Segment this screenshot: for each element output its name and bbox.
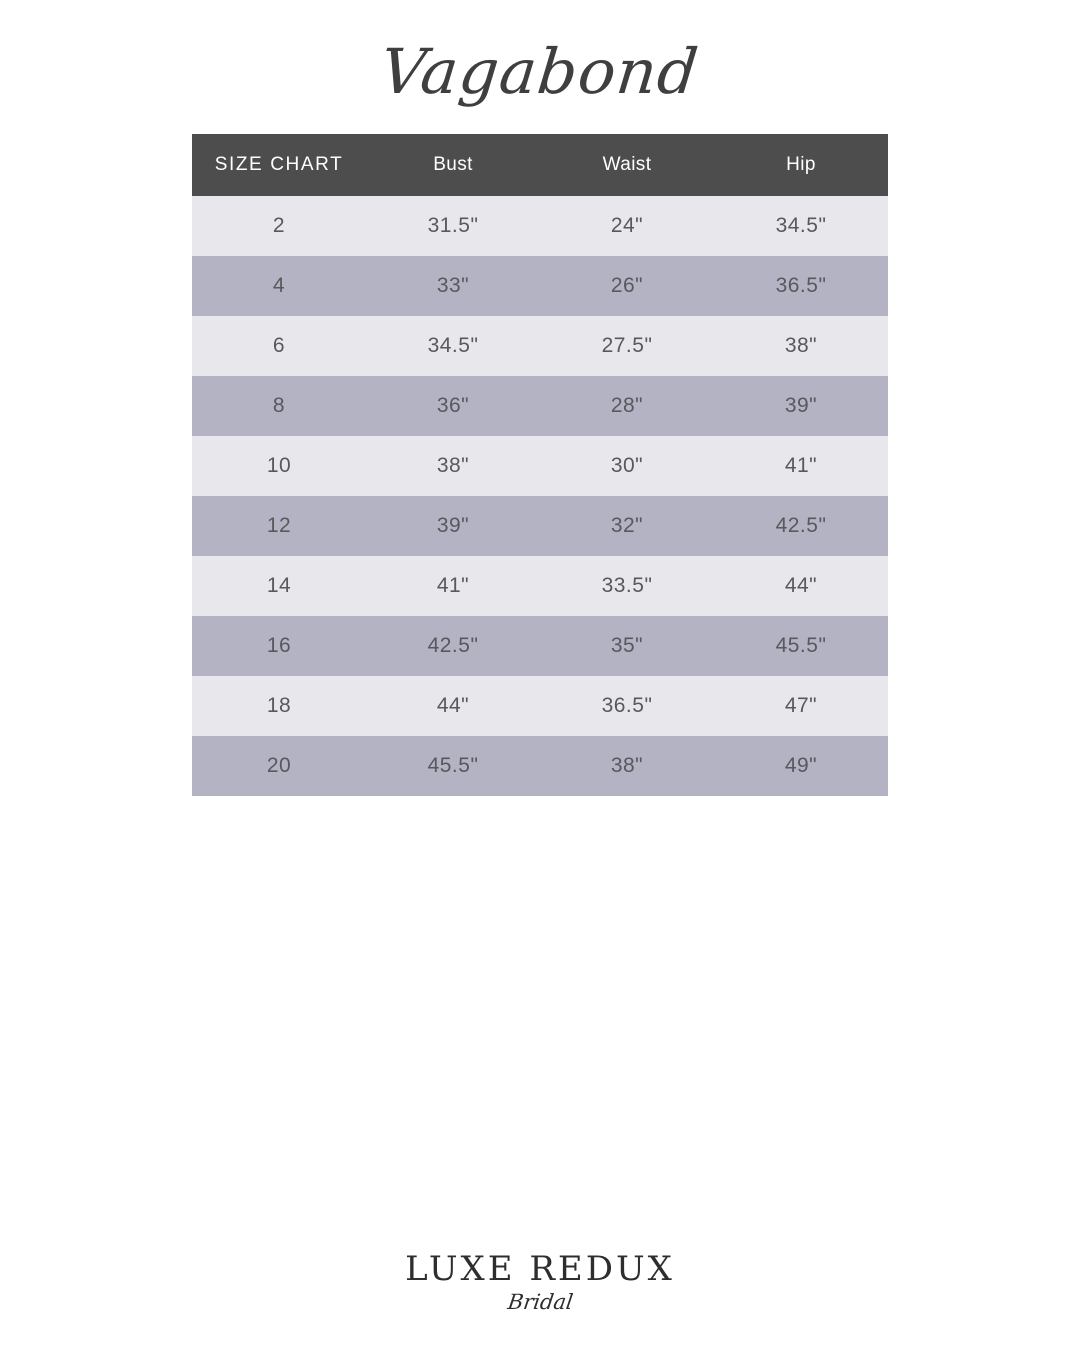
cell-bust: 41" (366, 556, 540, 616)
cell-bust: 39" (366, 496, 540, 556)
column-header-bust: Bust (366, 134, 540, 196)
cell-size: 20 (192, 736, 366, 796)
cell-hip: 34.5" (714, 196, 888, 256)
table-row (192, 616, 888, 676)
cell-size: 14 (192, 556, 366, 616)
cell-hip: 47" (714, 676, 888, 736)
page-title: Vagabond (377, 35, 703, 108)
table-header (192, 134, 888, 196)
size-chart-table (192, 134, 888, 796)
cell-size: 8 (192, 376, 366, 436)
table-row (192, 436, 888, 496)
cell-size: 10 (192, 436, 366, 496)
table-row (192, 676, 888, 736)
cell-waist: 27.5" (540, 316, 714, 376)
table-row (192, 196, 888, 256)
cell-waist: 28" (540, 376, 714, 436)
table-row (192, 316, 888, 376)
cell-waist: 33.5" (540, 556, 714, 616)
cell-bust: 44" (366, 676, 540, 736)
cell-hip: 39" (714, 376, 888, 436)
cell-hip: 42.5" (714, 496, 888, 556)
column-header-size: SIZE CHART (192, 134, 366, 196)
cell-size: 16 (192, 616, 366, 676)
cell-waist: 36.5" (540, 676, 714, 736)
cell-waist: 32" (540, 496, 714, 556)
table-row (192, 256, 888, 316)
cell-bust: 36" (366, 376, 540, 436)
cell-bust: 38" (366, 436, 540, 496)
cell-bust: 31.5" (366, 196, 540, 256)
column-header-hip: Hip (714, 134, 888, 196)
cell-bust: 42.5" (366, 616, 540, 676)
cell-waist: 24" (540, 196, 714, 256)
cell-waist: 38" (540, 736, 714, 796)
cell-size: 6 (192, 316, 366, 376)
cell-hip: 38" (714, 316, 888, 376)
cell-waist: 30" (540, 436, 714, 496)
cell-hip: 44" (714, 556, 888, 616)
cell-size: 4 (192, 256, 366, 316)
table-row (192, 736, 888, 796)
cell-bust: 45.5" (366, 736, 540, 796)
footer-logo (0, 1249, 1080, 1314)
table-row (192, 556, 888, 616)
cell-size: 12 (192, 496, 366, 556)
table-body (192, 196, 888, 796)
cell-hip: 36.5" (714, 256, 888, 316)
cell-hip: 49" (714, 736, 888, 796)
cell-hip: 41" (714, 436, 888, 496)
table-header-row (192, 134, 888, 196)
cell-bust: 34.5" (366, 316, 540, 376)
cell-size: 2 (192, 196, 366, 256)
cell-size: 18 (192, 676, 366, 736)
table-row (192, 496, 888, 556)
cell-hip: 45.5" (714, 616, 888, 676)
cell-bust: 33" (366, 256, 540, 316)
size-chart-container (192, 134, 888, 796)
column-header-waist: Waist (540, 134, 714, 196)
cell-waist: 35" (540, 616, 714, 676)
table-row (192, 376, 888, 436)
footer-logo-sub: Bridal (505, 1290, 575, 1314)
footer-logo-main: LUXE REDUX (405, 1249, 675, 1289)
cell-waist: 26" (540, 256, 714, 316)
